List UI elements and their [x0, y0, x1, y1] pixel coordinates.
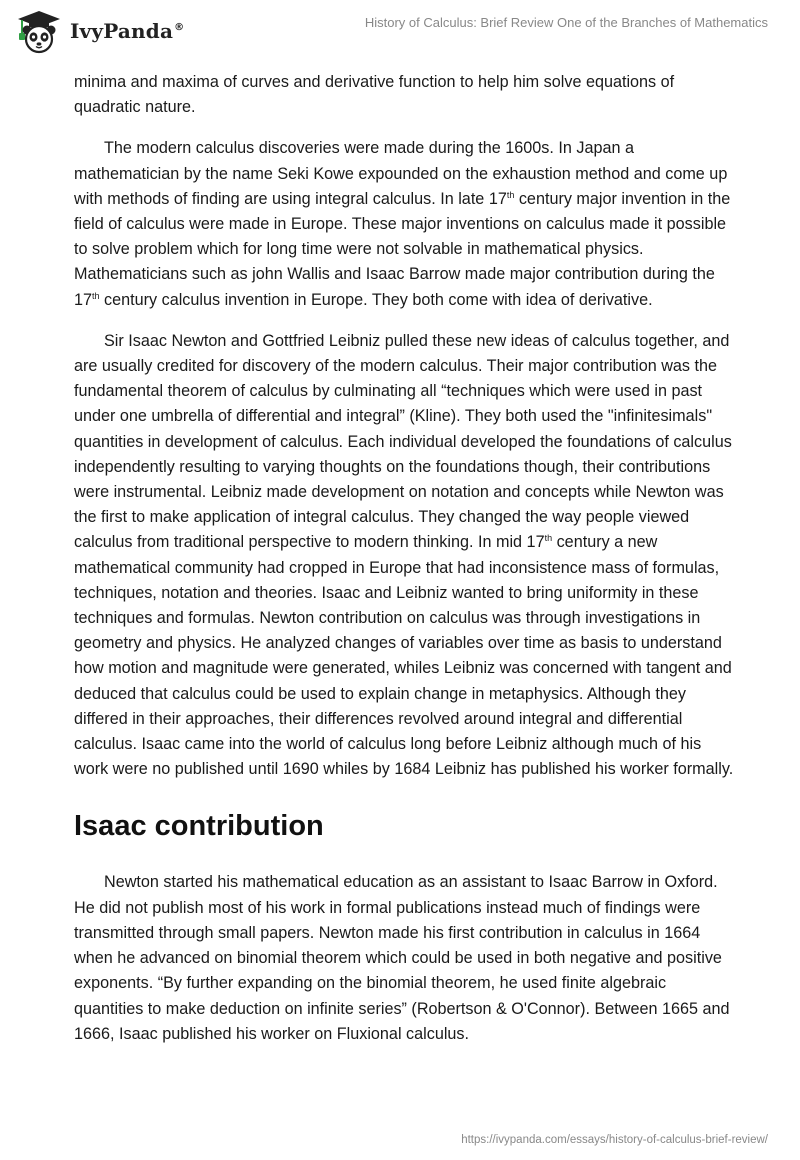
paragraph-isaac-contribution: Newton started his mathematical education as an assistant to Isaac Barrow in Oxford. He did not publish most of his work in formal publications instead much of findings were transmitted through small papers. Newton made his first contribution in calculus in 1664 when he advanced on binomial theorem which could be used in both negative and positive exponents. “By further expanding on the binomial theorem, he used finite algebraic quantities to make deduction on infinite series” (Robertson & O'Connor). Between 1665 and 1666, Isaac published his worker on Fluxional calculus.: [74, 873, 730, 1043]
paragraph-continuation: minima and maxima of curves and derivative function to help him solve equations of quadratic nature.: [74, 73, 675, 117]
logo-wordmark: IvyPanda®: [70, 19, 185, 43]
source-url[interactable]: https://ivypanda.com/essays/history-of-calculus-brief-review/: [461, 1134, 768, 1146]
paragraph-modern-discoveries: The modern calculus discoveries were made during the 1600s. In Japan a mathematician by the name Seki Kowe expounded on the exhaustion method and come up with methods of finding are using integral calculus. In late 17th century major invention in the field of calculus were made in Europe. These major inventions on calculus made it possible to solve problem which for long time were not solvable in mathematical physics. Mathematicians such as john Wallis and Isaac Barrow made major contribution during the 17th century calculus invention in Europe. They both come with idea of derivative.: [74, 139, 731, 309]
essay-body: [74, 70, 734, 1063]
site-logo[interactable]: [14, 8, 184, 54]
paragraph-newton-leibniz: Sir Isaac Newton and Gottfried Leibniz pulled these new ideas of calculus together, and are usually credited for discovery of the modern calculus. Their major contribution was the fundamental theorem of calculus by culminating all “techniques which were used in past under one umbrella of differential and integral” (Kline). They both used the "infinitesimals" quantities in development of calculus. Each individual developed the foundations of calculus independently resulting to varying thoughts on the foundations though, their contributions were instrumental. Leibniz made development on notation and concepts while Newton was the first to make application of integral calculus. They changed the way people viewed calculus from traditional perspective to modern thinking. In mid 17th century a new mathematical community had cropped in Europe that had inconsistence mass of formulas, techniques, notation and theories. Isaac and Leibniz wanted to bring uniformity in these techniques and formulas. Newton contribution on calculus was through investigations in geometry and physics. He analyzed changes of variables over time as basis to understand how motion and magnitude were generated, whiles Leibniz was concerned with tangent and deduced that calculus could be used to explain change in metaphysics. Although they differed in their approaches, their differences revolved around integral and differential calculus. Isaac came into the world of calculus long before Leibniz although much of his work were no published until 1690 whiles by 1684 Leibniz has published his worker formally.: [74, 331, 734, 779]
page-header: [0, 0, 800, 60]
panda-graduate-icon: [14, 8, 64, 54]
document-title: History of Calculus: Brief Review One of the Branches of Mathematics: [364, 15, 768, 30]
section-heading: Isaac contribution: [74, 810, 324, 843]
